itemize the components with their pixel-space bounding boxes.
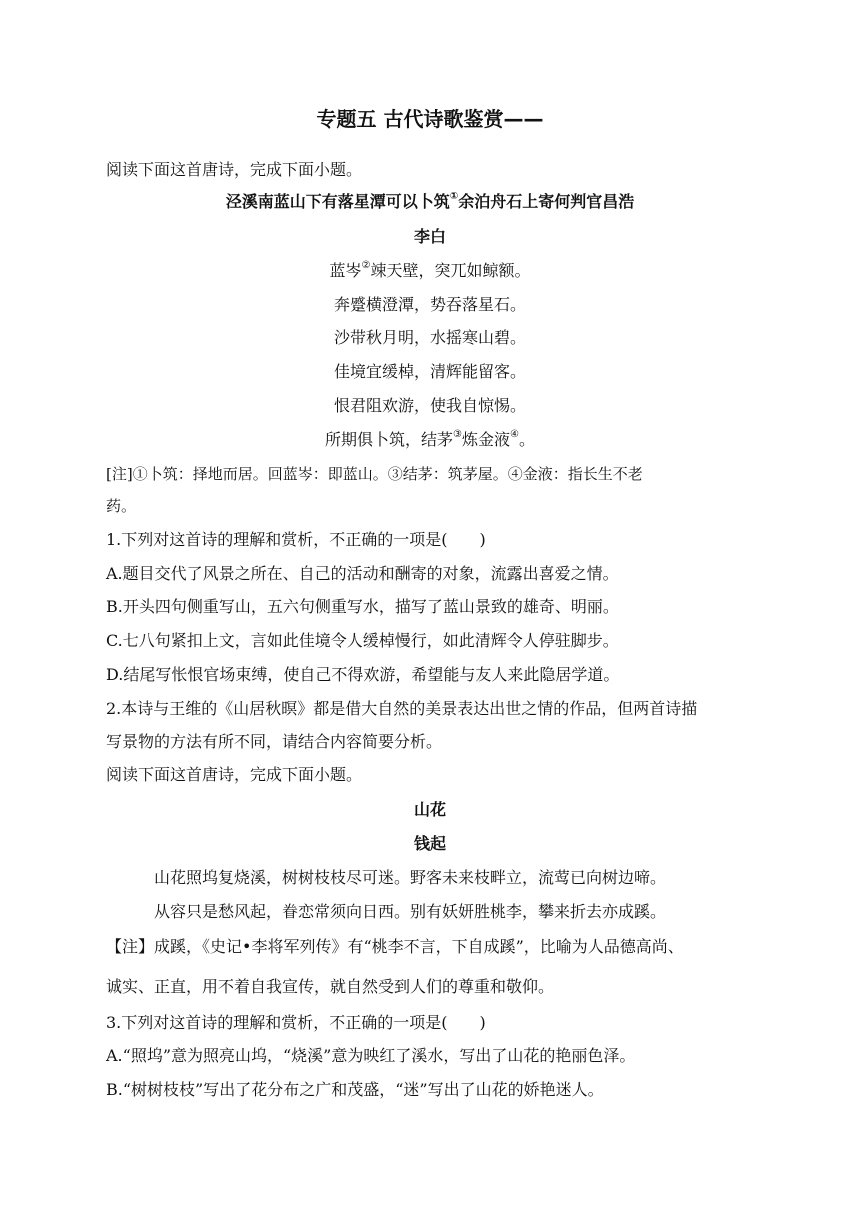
- section1-intro: 阅读下面这首唐诗，完成下面小题。: [106, 160, 363, 179]
- poem1-line-4: 佳境宜缓棹，清辉能留客。: [333, 362, 526, 381]
- question-1-option-c: C.七八句紧扣上文，言如此佳境令人缓棹慢行，如此清辉令人停驻脚步。: [106, 631, 619, 650]
- poem2-line-2: 从容只是愁风起，眷恋常须向日西。别有妖妍胜桃李，攀来折去亦成蹊。: [154, 902, 667, 921]
- poem1-note-line-1: [注]①卜筑：择地而居。回蓝岑：即蓝山。③结茅：筑茅屋。④金液：指长生不老: [106, 465, 643, 483]
- section2-intro: 阅读下面这首唐诗，完成下面小题。: [106, 765, 363, 784]
- poem1-line-6-c: 。: [518, 430, 535, 449]
- poem2-author: 钱起: [413, 834, 446, 853]
- poem1-line-1: [0, 261, 860, 281]
- poem2-line-1: 山花照坞复烧溪，树树枝枝尽可迷。野客未来枝畔立，流莺已向树边啼。: [154, 868, 667, 887]
- question-1-option-b: B.开头四句侧重写山，五六句侧重写水，描写了蓝山景致的雄奇、明丽。: [106, 597, 619, 616]
- question-3: 3.下列对这首诗的理解和赏析，不正确的一项是( ): [106, 1013, 486, 1032]
- poem1-title-part-a: 泾溪南蓝山下有落星潭可以卜筑: [225, 192, 450, 211]
- question-2-line-1: 2.本诗与王维的《山居秋暝》都是借大自然的美景表达出世之情的作品，但两首诗描: [106, 699, 698, 718]
- poem1-line-3: 沙带秋月明，水摇寒山碧。: [333, 328, 526, 347]
- poem1-author: 李白: [413, 227, 446, 246]
- question-3-option-b: B.“树树枝枝”写出了花分布之广和茂盛，“迷”写出了山花的娇艳迷人。: [106, 1080, 604, 1099]
- question-2-line-2: 写景物的方法有所不同，请结合内容简要分析。: [106, 732, 443, 751]
- poem2-note-line-2: 诚实、正直，用不着自我宣传，就自然受到人们的尊重和敬仰。: [106, 977, 555, 996]
- poem1-line-6-footnote-a: ③: [453, 428, 462, 440]
- poem2-note-line-1: 【注】成蹊，《史记•李将军列传》有“桃李不言，下自成蹊”，比喻为人品德高尚、: [106, 937, 684, 956]
- question-1-option-a: A.题目交代了风景之所在、自己的活动和酬寄的对象，流露出喜爱之情。: [106, 564, 619, 583]
- poem1-line-6-b: 炼金液: [461, 430, 510, 449]
- poem1-line-6-footnote-b: ④: [510, 428, 519, 440]
- poem1-line-2: 奔蹙横澄潭，势吞落星石。: [333, 295, 526, 314]
- poem1-line-1-a: 蓝岑: [329, 261, 362, 280]
- poem1-line-6: [0, 430, 860, 450]
- poem1-title: [0, 192, 860, 212]
- poem1-line-1-footnote: ②: [361, 259, 371, 271]
- question-1-option-d: D.结尾写怅恨官场束缚，使自己不得欢游，希望能与友人来此隐居学道。: [106, 665, 620, 684]
- poem1-title-footnote-mark: ①: [449, 190, 459, 202]
- poem1-line-1-b: 竦天壁，突兀如鲸额。: [370, 261, 531, 280]
- poem1-line-5: 恨君阻欢游，使我自惊惕。: [333, 396, 526, 415]
- poem1-title-part-b: 余泊舟石上寄何判官昌浩: [458, 192, 635, 211]
- page-title: 专题五 古代诗歌鉴赏——: [316, 107, 544, 131]
- poem1-note-line-2: 药。: [106, 497, 137, 515]
- question-1: 1.下列对这首诗的理解和赏析，不正确的一项是( ): [106, 530, 486, 549]
- question-3-option-a: A.“照坞”意为照亮山坞，“烧溪”意为映红了溪水，写出了山花的艳丽色泽。: [106, 1046, 636, 1065]
- poem2-title: 山花: [413, 800, 446, 819]
- poem1-line-6-a: 所期俱卜筑，结茅: [325, 430, 454, 449]
